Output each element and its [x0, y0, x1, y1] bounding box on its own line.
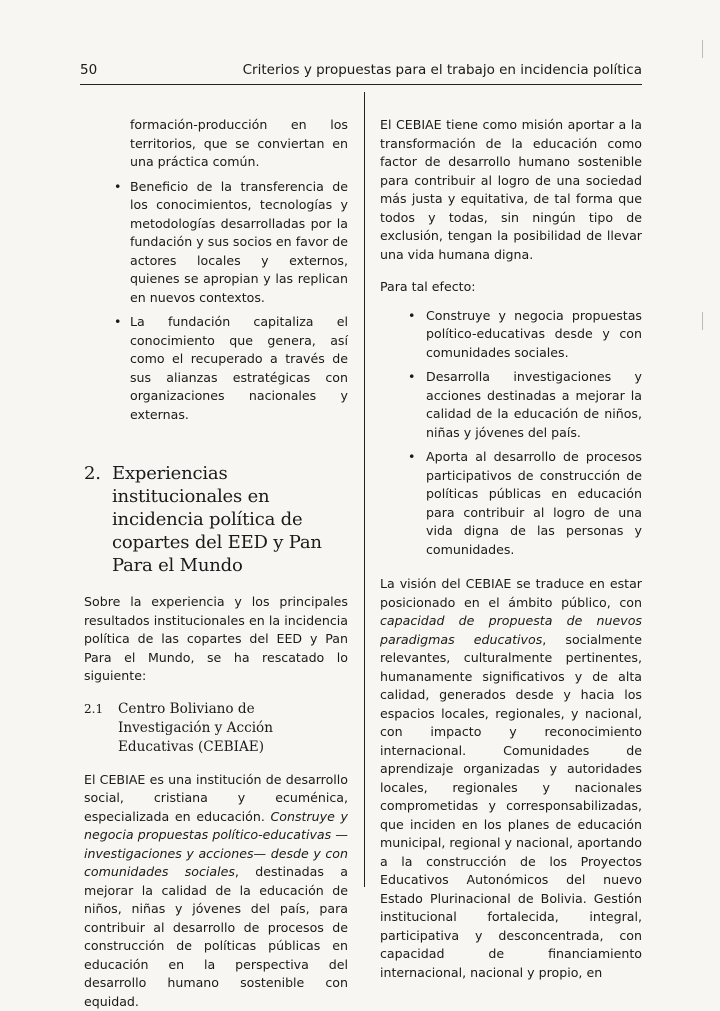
list-item-text: Construye y negocia propuestas político-educativas desde y con comunidades sociales.	[426, 308, 642, 360]
list-item	[380, 368, 642, 442]
list-item-text: Aporta al desarrollo de procesos participativos de construcción de políticas públicas en educación para contribuir al logro de una vida digna de las personas y comunidades.	[426, 449, 642, 557]
section-heading	[84, 462, 348, 577]
vision-part2: , socialmente relevantes, culturalmente pertinentes, humanamente significativos y de alta calidad, generados desde y hacia los espacios locales, regionales, y nacional, con impacto y reconocimiento internacional. Comunidades de aprendizaje organizadas y autoridades locales, regionales y nacionales comprometidas y corresponsabilizadas, que inciden en los planes de educación municipal, regional y nacional, aportando a la construcción de los Proyectos Educativos Autonómicos del nuevo Estado Plurinacional de Bolivia. Gestión institucional fortalecida, integral, participativa y desconcentrada, con capacidad de financiamiento internacional, nacional y propio, en	[380, 632, 642, 980]
section-number: 2.	[84, 462, 101, 485]
right-column	[380, 116, 642, 982]
scan-margin-mark	[702, 40, 703, 58]
right-bullet-list	[380, 307, 642, 560]
page-number: 50	[80, 60, 97, 80]
vision-italic: capacidad de propuesta de nuevos paradigmas educativos	[380, 613, 642, 647]
list-item-text: Beneficio de la transferencia de los conocimientos, tecnologías y metodologías desarrolladas por la fundación y sus socios en favor de actores locales y externos, quienes se apropian y las replican en nuevos contextos.	[130, 179, 348, 305]
cebiae-description-italic: Construye y negocia propuestas político-educativas —investigaciones y acciones— desde y con comunidades sociales	[84, 809, 348, 880]
header-rule	[80, 84, 642, 85]
running-title: Criterios y propuestas para el trabajo en incidencia política	[243, 60, 642, 80]
scan-margin-mark	[702, 312, 703, 330]
list-item-text: La fundación capitaliza el conocimiento que genera, así como el recuperado a través de sus alianzas estratégicas con organizaciones nacionales y externas.	[130, 314, 348, 422]
cebiae-description-part1: El CEBIAE es una institución de desarrollo social, cristiana y ecuménica, especializada en educación.	[84, 772, 348, 824]
subsection-number: 2.1	[84, 700, 103, 719]
left-column	[84, 116, 348, 1011]
left-bullet-list	[84, 178, 348, 425]
list-item	[84, 178, 348, 308]
continued-bullet-text: formación-producción en los territorios, que se conviertan en una práctica común.	[84, 116, 348, 172]
cebiae-description	[84, 771, 348, 1011]
mission-paragraph: El CEBIAE tiene como misión aportar a la transformación de la educación como factor de desarrollo humano sostenible para contribuir al logro de una sociedad más justa y equitativa, de tal forma que todos y todas, sin ningún tipo de exclusión, tengan la posibilidad de llevar una vida humana digna.	[380, 116, 642, 264]
subsection-title: Centro Boliviano de Investigación y Acción Educativas (CEBIAE)	[118, 701, 273, 755]
vision-paragraph	[380, 575, 642, 982]
list-item	[380, 307, 642, 363]
vision-part1: La visión del CEBIAE se traduce en estar posicionado en el ámbito público, con	[380, 576, 642, 610]
list-item-text: Desarrolla investigaciones y acciones destinadas a mejorar la calidad de la educación de niños, niñas y jóvenes del país.	[426, 369, 642, 440]
cebiae-description-part2: , destinadas a mejorar la calidad de la educación de niños, niñas y jóvenes del país, para contribuir al desarrollo de procesos de construcción de políticas públicas en educación en la perspectiva del desarrollo humano sostenible con equidad.	[84, 864, 348, 1009]
list-item	[380, 448, 642, 559]
bullet-icon: •	[114, 178, 121, 197]
list-item	[84, 313, 348, 424]
column-divider	[364, 92, 365, 887]
bullet-icon: •	[408, 307, 415, 326]
bullet-icon: •	[408, 368, 415, 387]
bullet-icon: •	[114, 313, 121, 332]
subsection-heading	[84, 700, 348, 757]
para-tal-efecto: Para tal efecto:	[380, 278, 642, 297]
section-intro: Sobre la experiencia y los principales resultados institucionales en la incidencia política de las copartes del EED y Pan Para el Mundo, se ha rescatado lo siguiente:	[84, 593, 348, 686]
section-title: Experiencias institucionales en incidencia política de copartes del EED y Pan Para el Mundo	[112, 463, 322, 576]
bullet-icon: •	[408, 448, 415, 467]
